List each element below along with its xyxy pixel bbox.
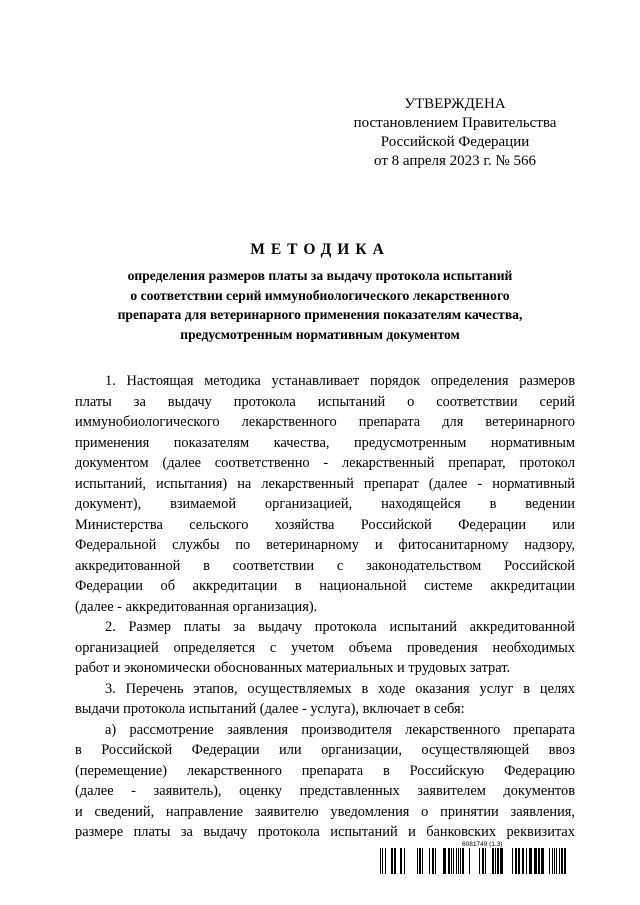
subtitle-line: определения размеров платы за выдачу протокола испытаний	[127, 268, 513, 283]
paragraph-1-line: иммунобиологического лекарственного препарата для ветеринарного	[75, 414, 575, 430]
barcode-bar	[429, 848, 430, 874]
subparagraph-a-line: в Российской Федерации или организации, осуществляющей ввоз	[75, 742, 575, 758]
barcode-bar	[518, 848, 520, 874]
document-subtitle	[70, 266, 570, 344]
barcode-bar	[419, 848, 421, 874]
subtitle-line: препарата для ветеринарного применения показателям качества,	[117, 307, 523, 322]
paragraph-1-line: аккредитованной в соответствии с законодательством Российской	[75, 557, 575, 574]
document-body	[75, 371, 575, 843]
subtitle-line: предусмотренным нормативным документом	[180, 326, 460, 342]
barcode-bar	[391, 848, 393, 874]
paragraph-1-line: Министерства сельского хозяйства Российской Федерации или	[75, 516, 575, 533]
barcode-bar	[538, 848, 540, 874]
barcode-bar	[382, 848, 383, 874]
paragraph-2-line: организацией определяется с учетом объема проведения необходимых	[75, 639, 575, 656]
barcode-bar	[522, 848, 524, 874]
barcode-bar	[479, 848, 480, 874]
barcode-bar	[432, 848, 434, 874]
barcode-bar	[500, 848, 503, 874]
barcode-bar	[417, 848, 418, 874]
subparagraph-a-line: (далее - заявитель), оценку представленных заявителем документов	[75, 783, 575, 799]
barcode-bar	[458, 848, 459, 874]
subparagraph-a-line: и сведений, направление заявителю уведомления о принятии заявления,	[75, 803, 575, 820]
paragraph-3-line: 3. Перечень этапов, осуществляемых в ходе оказания услуг в целях	[105, 680, 575, 697]
barcode-bar	[422, 848, 423, 874]
barcode-bar	[460, 848, 461, 874]
barcode-bar	[451, 848, 452, 874]
barcode-bar	[469, 848, 470, 874]
barcode-bar	[534, 848, 537, 874]
approval-heading: УТВЕРЖДЕНА	[404, 96, 506, 112]
barcode-bar	[448, 848, 450, 874]
barcode-bar	[512, 848, 513, 874]
barcode-bar	[492, 848, 494, 874]
subparagraph-a-line: размере платы за выдачу протокола испытаний и банковских реквизитах	[75, 824, 575, 840]
barcode-bar	[453, 848, 454, 874]
approval-resolution: постановлением Правительства	[353, 115, 557, 131]
approval-date-number: от 8 апреля 2023 г. № 566	[374, 153, 536, 169]
paragraph-1-line: Федерации об аккредитации в национальной системе аккредитации	[75, 578, 575, 594]
barcode-bar	[482, 848, 484, 874]
paragraph-1-line: применения показателям качества, предусмотренным нормативным	[75, 434, 575, 451]
paragraph-1-line: (далее - аккредитованная организация).	[75, 598, 318, 615]
barcode-bar	[443, 848, 446, 874]
barcode-bar	[394, 848, 396, 874]
barcode-bar	[564, 848, 566, 874]
barcode-bar	[462, 848, 464, 874]
subparagraph-a-line: а) рассмотрение заявления производителя лекарственного препарата	[105, 721, 575, 738]
paragraph-1-line: испытаний, испытания) на лекарственный препарат (далее - нормативный	[75, 475, 575, 492]
subparagraph-a-line: (перемещение) лекарственного препарата в Российскую Федерацию	[75, 762, 575, 779]
barcode-bar	[561, 848, 563, 874]
barcode-bar	[404, 848, 405, 874]
barcode-bar	[549, 848, 550, 874]
paragraph-2-line: 2. Размер платы за выдачу протокола испытаний аккредитованной	[105, 619, 575, 635]
barcode-bar	[554, 848, 555, 874]
barcode-bar	[526, 848, 527, 874]
barcode-bar	[385, 848, 386, 874]
barcode-bar	[559, 848, 560, 874]
barcode-bar	[435, 848, 436, 874]
paragraph-1-line: 1. Настоящая методика устанавливает порядок определения размеров	[105, 373, 575, 389]
barcode-bar	[552, 848, 553, 874]
paragraph-1-line: платы за выдачу протокола испытаний о соответствии серий	[75, 393, 575, 410]
paragraph-3-line: выдачи протокола испытаний (далее - услуга), включает в себя:	[75, 701, 465, 717]
paragraph-2-line: работ и экономически обоснованных материальных и трудовых затрат.	[75, 660, 511, 676]
barcode-bar	[456, 848, 457, 874]
barcode-number: 6081749 (1.3)	[462, 841, 503, 848]
barcode-bar	[541, 848, 544, 874]
barcode-bar	[380, 848, 381, 874]
barcode-bar	[556, 848, 557, 874]
barcode-image	[380, 848, 570, 874]
barcode-bar	[495, 848, 496, 874]
approval-block	[340, 95, 570, 171]
barcode-bar	[529, 848, 532, 874]
barcode-bar	[515, 848, 517, 874]
document-title: МЕТОДИКА	[250, 241, 390, 258]
barcode-bar	[400, 848, 402, 874]
paragraph-1-line: документ), взимаемой организацией, находящейся в ведении	[75, 496, 575, 512]
approval-government: Российской Федерации	[380, 134, 530, 150]
paragraph-1-line: Федеральной службы по ветеринарному и фитосанитарному надзору,	[75, 537, 575, 553]
subtitle-line: о соответствии серий иммунобиологического лекарственного	[130, 287, 510, 303]
paragraph-1-line: документом (далее соответственно - лекарственный препарат, протокол	[75, 455, 575, 471]
barcode-bar	[497, 848, 499, 874]
barcode-bar	[485, 848, 486, 874]
